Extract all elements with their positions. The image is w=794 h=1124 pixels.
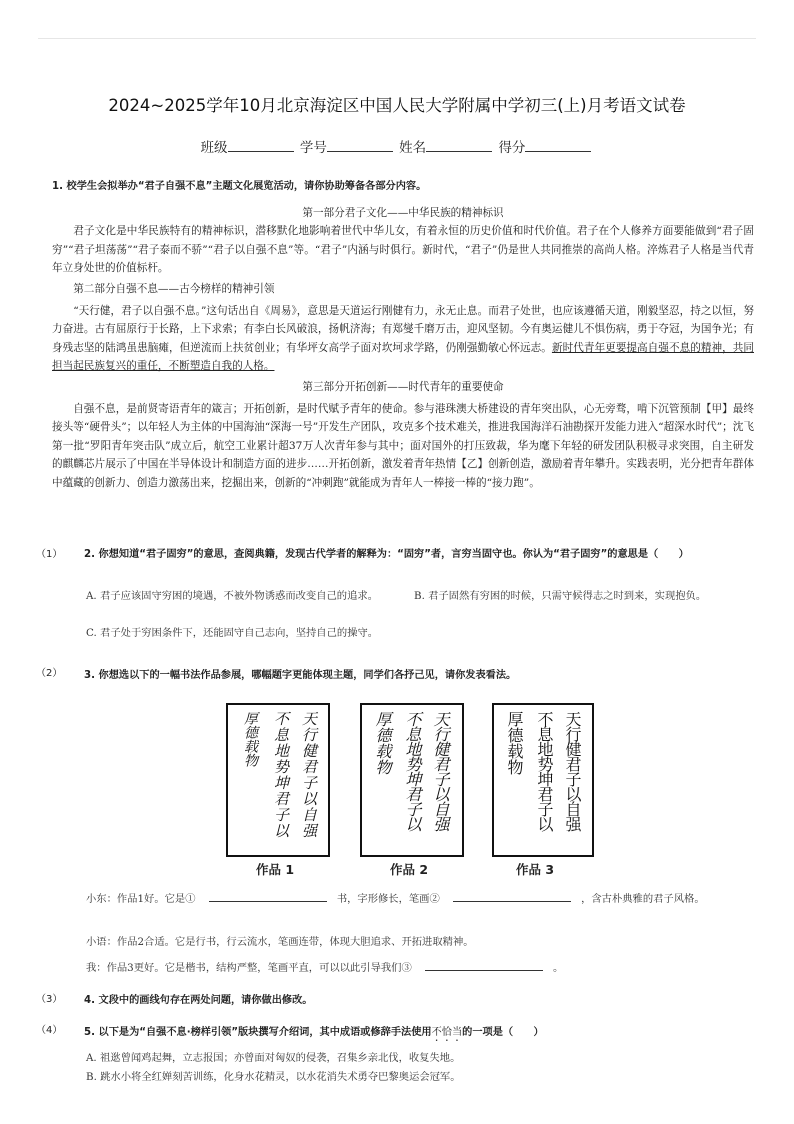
part2-text [52,302,754,376]
part2-underlined-sentence: 新时代青年更要提高自强不息的精神，共同担当起民族复兴的重任，不断塑造自我的人格。 [52,341,754,372]
sub2-number: （2） [36,668,63,679]
sub4-option-a[interactable]: A. 祖逖曾闻鸡起舞，立志报国；亦曾面对匈奴的侵袭，召集乡亲北伐，收复失地。 [86,1052,461,1064]
part1-text: 君子文化是中华民族特有的精神标识，潜移默化地影响着世代中华儿女，有着永恒的历史价值和时代价值。君子在个人修养方面要能做到“君子固穷”“君子坦荡荡”“君子泰而不骄”“君子以自强不息”等。“君子”内涵与时俱行。新时代，“君子”仍是世人共同推崇的高尚人格。淬炼君子人格是当代青年立身处世的价值标杆。 [52,225,754,274]
sub3-number: （3） [36,994,63,1005]
sub1-number: （1） [36,549,63,560]
xiaodong-answer [86,890,746,909]
part1-title: 第一部分君子文化——中华民族的精神标识 [302,207,504,219]
my-text-b: 。 [553,962,564,974]
work2-col-3: 厚德载物 [373,711,392,775]
part2-body: “天行健，君子以自强不息。”这句话出自《周易》，意思是天道运行刚健有力，永无止息。而君子处世，也应该遵循天道，刚毅坚忍，持之以恒，努力奋进。古有屈原行于长路，上下求索；有李白长风破浪，扬帆济海；有郑燮千磨万击，迎风坚韧。今有奥运健儿不惧伤病，勇于夺冠，为国争光；有身残志坚的陆鸿虽患脑瘫，但逆流而上扶贫创业；有华坪女高学子面对坎坷求学路，仍刚强勤敏心怀远志。 [52,304,754,354]
work1-col-1: 天行健君子以自强 [300,711,318,839]
name-label: 姓名 [399,140,427,156]
score-blank[interactable] [525,139,591,152]
part3-title: 第三部分开拓创新——时代青年的重要使命 [302,380,504,393]
class-blank[interactable] [228,139,294,152]
student-info [0,136,794,156]
id-blank[interactable] [327,139,393,152]
work3-col-2: 不息地势坤君子以 [535,711,554,831]
page-title: 2024~2025学年10月北京海淀区中国人民大学附属中学初三(上)月考语文试卷 [108,96,686,115]
question-1 [52,178,754,492]
sub4-stem [84,1024,754,1044]
name-blank[interactable] [426,139,492,152]
work3-caption: 作品 3 [516,862,555,877]
work2-col-1: 天行健君子以自强 [431,711,450,831]
work1-caption: 作品 1 [256,862,295,877]
id-label: 学号 [299,140,327,156]
sub1-stem: 2. 你想知道“君子固穷”的意思，查阅典籍，发现古代学者的解释为：“固穷”者，言穷当固守也。你认为“君子固穷”的意思是（ ） [84,549,689,560]
part3-text: 自强不息，是前贤寄语青年的箴言；开拓创新，是时代赋予青年的使命。参与港珠澳大桥建设的青年突出队，心无旁骛，啃下沉管预制【甲】最终接头等“硬骨头”；以年轻人为主体的中国海油“深海一号”开发生产团队，攻克多个技术难关，推进我国海洋石油勘探开发能力进入“超深水时代”；沈飞第一批“罗阳青年突击队”成立后，航空工业累计超37万人次青年参与其中；面对国外的打压致裁，华为麾下年轻的研发团队积极寻求突围，自主研发的麒麟芯片展示了中国在半导体设计和制造方面的进步……开拓创新，激发着青年热情【乙】创新创造，激励着青年攀升。实践表明，光分把青年群体中蕴藏的创新力、创造力激荡出来，挖掘出来，创新的“冲刺跑”就能成为青年人一棒接一棒的“接力跑”。 [52,402,754,489]
calligraphy-work-1 [226,703,330,857]
sub1-option-b[interactable]: B. 君子固然有穷困的时候，只需守候得志之时到来，实现抱负。 [414,590,707,602]
my-answer [86,959,746,977]
sub4-stem-b: 的一项是（ ） [462,1027,544,1038]
q1-stem: 1. 校学生会拟举办“君子自强不息”主题文化展览活动，请你协助筹备各部分内容。 [52,181,427,192]
calligraphy-work-3 [492,703,594,857]
work1-col-3: 厚德载物 [242,711,258,767]
xiaodong-text-a: 小东：作品1好。它是① [86,893,196,905]
class-label: 班级 [200,140,228,156]
blank-1[interactable] [209,890,327,902]
score-label: 得分 [498,140,526,156]
sub1-option-a[interactable]: A. 君子应该固守穷困的境遇，不被外物诱惑而改变自己的追求。 [86,590,378,602]
part2-title: 第二部分自强不息——古今榜样的精神引领 [73,282,275,295]
my-text-a: 我：作品3更好。它是楷书，结构严整，笔画平直，可以以此引导我们③ [86,962,412,974]
work3-col-1: 天行健君子以自强 [563,711,582,831]
sub4-emphasis: 不恰当 [431,1027,463,1038]
calligraphy-work-2 [360,703,464,857]
sub4-number: （4） [36,1025,63,1036]
work1-col-2: 不息地势坤君子以 [272,711,290,839]
xiaodong-text-b: 书，字形修长，笔画② [336,893,440,905]
work3-col-3: 厚德载物 [505,711,524,775]
top-divider [38,38,756,39]
sub3-stem: 4. 文段中的画线句存在两处问题，请你做出修改。 [84,995,313,1006]
work2-col-2: 不息地势坤君子以 [403,711,422,831]
sub1-option-c[interactable]: C. 君子处于穷困条件下，还能固守自己志向，坚持自己的操守。 [86,627,379,639]
sub4-stem-a: 5. 以下是为“自强不息·榜样引领”版块撰写介绍词，其中成语或修辞手法使用 [84,1027,432,1038]
xiaodong-text-c: ，含古朴典雅的君子风格。 [581,893,705,905]
sub4-option-b[interactable]: B. 跳水小将全红婵刻苦训练，化身水花精灵，以水花消失术勇夺巴黎奥运会冠军。 [86,1071,461,1083]
blank-3[interactable] [425,959,543,971]
xiaoyu-answer: 小语：作品2合适。它是行书，行云流水，笔画连带，体现大胆追求、开拓进取精神。 [86,936,474,948]
sub2-stem: 3. 你想选以下的一幅书法作品参展，哪幅题字更能体现主题，同学们各抒己见，请你发表看法。 [84,670,517,681]
work2-caption: 作品 2 [390,862,429,877]
blank-2[interactable] [453,890,571,902]
